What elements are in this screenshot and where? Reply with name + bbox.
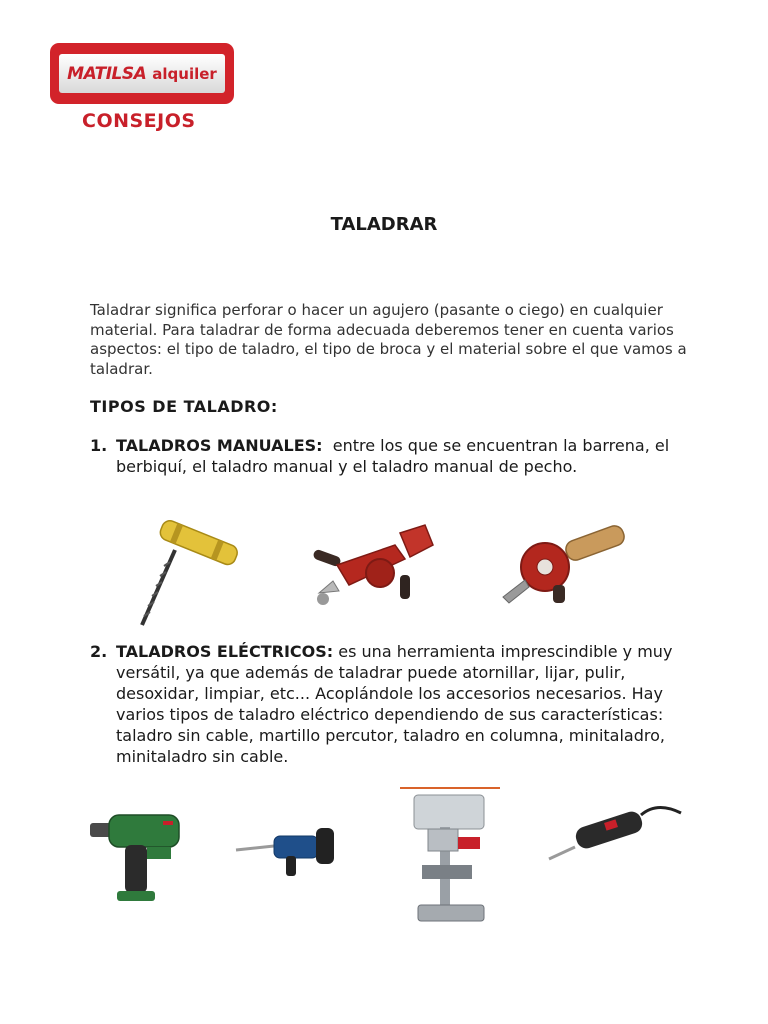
drill-press-image	[400, 787, 500, 927]
logo-plate	[59, 54, 225, 93]
list-item-manual	[90, 435, 690, 477]
types-heading: TIPOS DE TALADRO:	[90, 397, 278, 416]
gimlet-image	[120, 510, 250, 630]
section-label: CONSEJOS	[82, 110, 196, 132]
list-heading: TALADROS ELÉCTRICOS:	[116, 642, 334, 661]
logo-suffix: alquiler	[152, 64, 217, 83]
list-number: 1.	[90, 436, 108, 455]
logo-brand: MATILSA	[67, 63, 147, 84]
list-number: 2.	[90, 642, 108, 661]
cordless-drill-image	[85, 805, 195, 910]
list-heading: TALADROS MANUALES:	[116, 436, 323, 455]
list-text: es una herramienta imprescindible y muy versátil, ya que además de taladrar puede atornillar, lijar, pulir, desoxidar, limpiar, etc... Acoplándole los accesorios necesarios. Hay varios tipos de taladro eléctrico dependiendo de sus características: taladro sin cable, martillo percutor, taladro en columna, minitaladro, minitaladro sin cable.	[116, 642, 678, 766]
intro-paragraph: Taladrar significa perforar o hacer un agujero (pasante o ciego) en cualquier material. Para taladrar de forma adecuada deberemos tener en cuenta varios aspectos: el tipo de taladro, el tipo de broca y el material sobre el que vamos a taladrar.	[90, 301, 687, 378]
list-text: entre los que se encuentran la barrena, el berbiquí, el taladro manual y el taladro manual de pecho.	[116, 436, 675, 476]
rotary-tool-image	[545, 797, 685, 867]
list-item-electric	[90, 641, 690, 767]
hammer-drill-image	[232, 818, 342, 878]
page-title: TALADRAR	[330, 214, 438, 235]
logo	[50, 43, 234, 104]
breast-drill-image	[495, 525, 635, 610]
hand-drill-image	[305, 515, 445, 615]
